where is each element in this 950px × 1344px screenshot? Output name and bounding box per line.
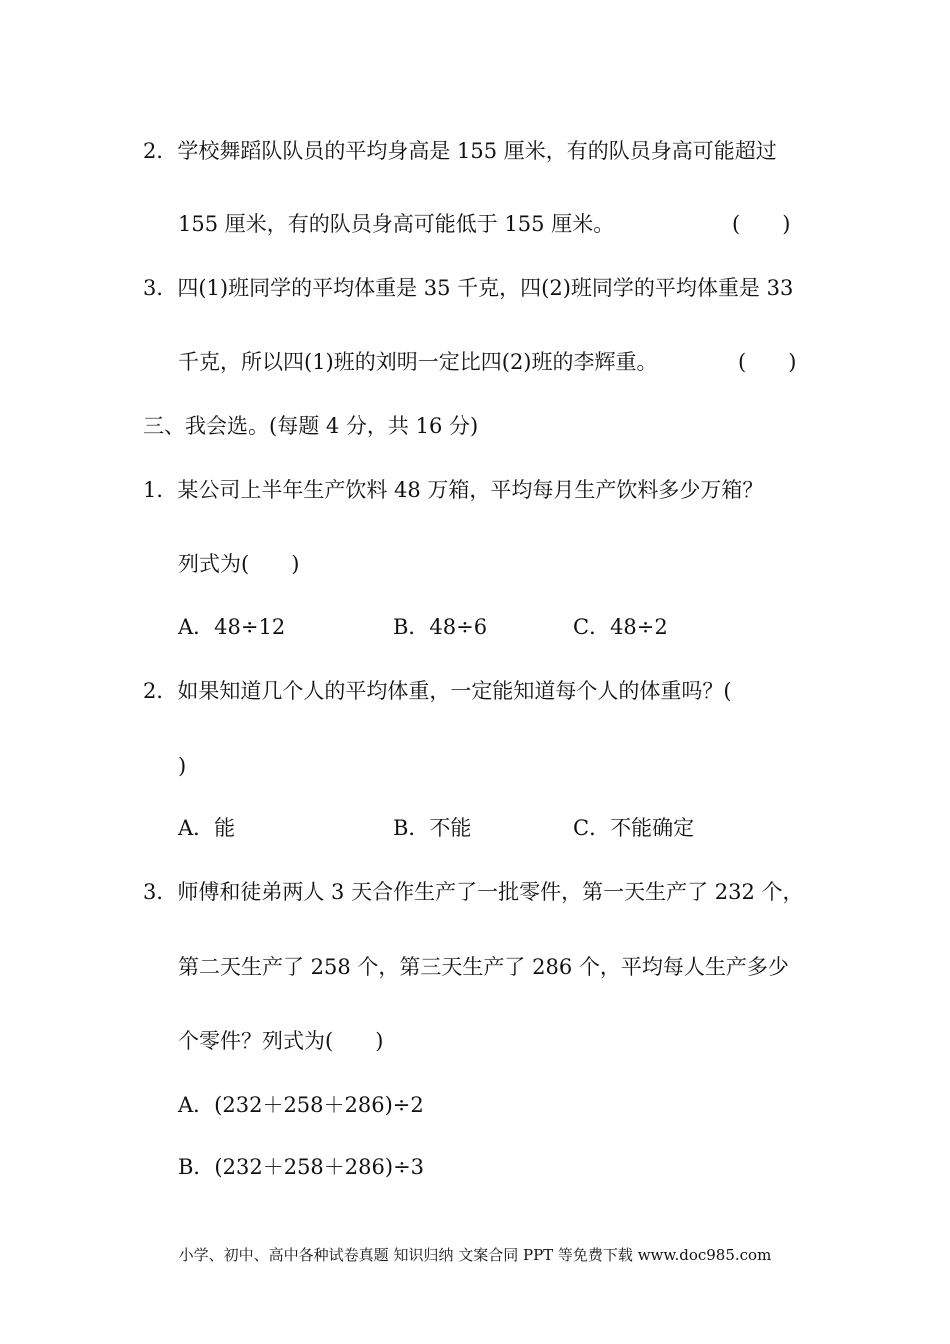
- judge-q3-line1: 3．四(1)班同学的平均体重是 35 千克，四(2)班同学的平均体重是 33: [143, 276, 794, 300]
- judge-q2-answer-paren: ( ): [732, 212, 791, 236]
- choice-q2-option-b: B．不能: [393, 816, 472, 840]
- choice-q1-line1: 1．某公司上半年生产饮料 48 万箱，平均每月生产饮料多少万箱？: [143, 478, 764, 502]
- page-footer: 小学、初中、高中各种试卷真题 知识归纳 文案合同 PPT 等免费下载 www.doc985.com: [178, 1246, 772, 1264]
- judge-q2-line1: 2．学校舞蹈队队员的平均身高是 155 厘米，有的队员身高可能超过: [143, 139, 777, 163]
- choice-q3-line2: 第二天生产了 258 个，第三天生产了 286 个，平均每人生产多少: [178, 955, 789, 979]
- choice-q3-line3: 个零件？列式为( ): [178, 1029, 384, 1053]
- choice-q2-option-c: C．不能确定: [573, 816, 695, 840]
- judge-q3-answer-paren: ( ): [738, 350, 797, 374]
- choice-q1-option-b: B．48÷6: [393, 615, 488, 639]
- choice-q1-line2: 列式为( ): [178, 552, 300, 576]
- judge-q2-line2: 155 厘米，有的队员身高可能低于 155 厘米。: [178, 212, 615, 236]
- choice-q2-option-a: A．能: [178, 816, 236, 840]
- choice-q2-line2: ): [178, 754, 187, 778]
- choice-q3-line1: 3．师傅和徒弟两人 3 天合作生产了一批零件，第一天生产了 232 个，: [143, 880, 804, 904]
- choice-q2-line1: 2．如果知道几个人的平均体重，一定能知道每个人的体重吗？(: [143, 679, 732, 703]
- choice-q3-option-b: B．(232＋258＋286)÷3: [178, 1155, 425, 1179]
- choice-q1-option-a: A．48÷12: [178, 615, 286, 639]
- section-title: 三、我会选。(每题 4 分，共 16 分): [143, 414, 479, 438]
- choice-q3-option-a: A．(232＋258＋286)÷2: [178, 1093, 424, 1117]
- choice-q1-option-c: C．48÷2: [573, 615, 668, 639]
- judge-q3-line2: 千克，所以四(1)班的刘明一定比四(2)班的李辉重。: [178, 350, 658, 374]
